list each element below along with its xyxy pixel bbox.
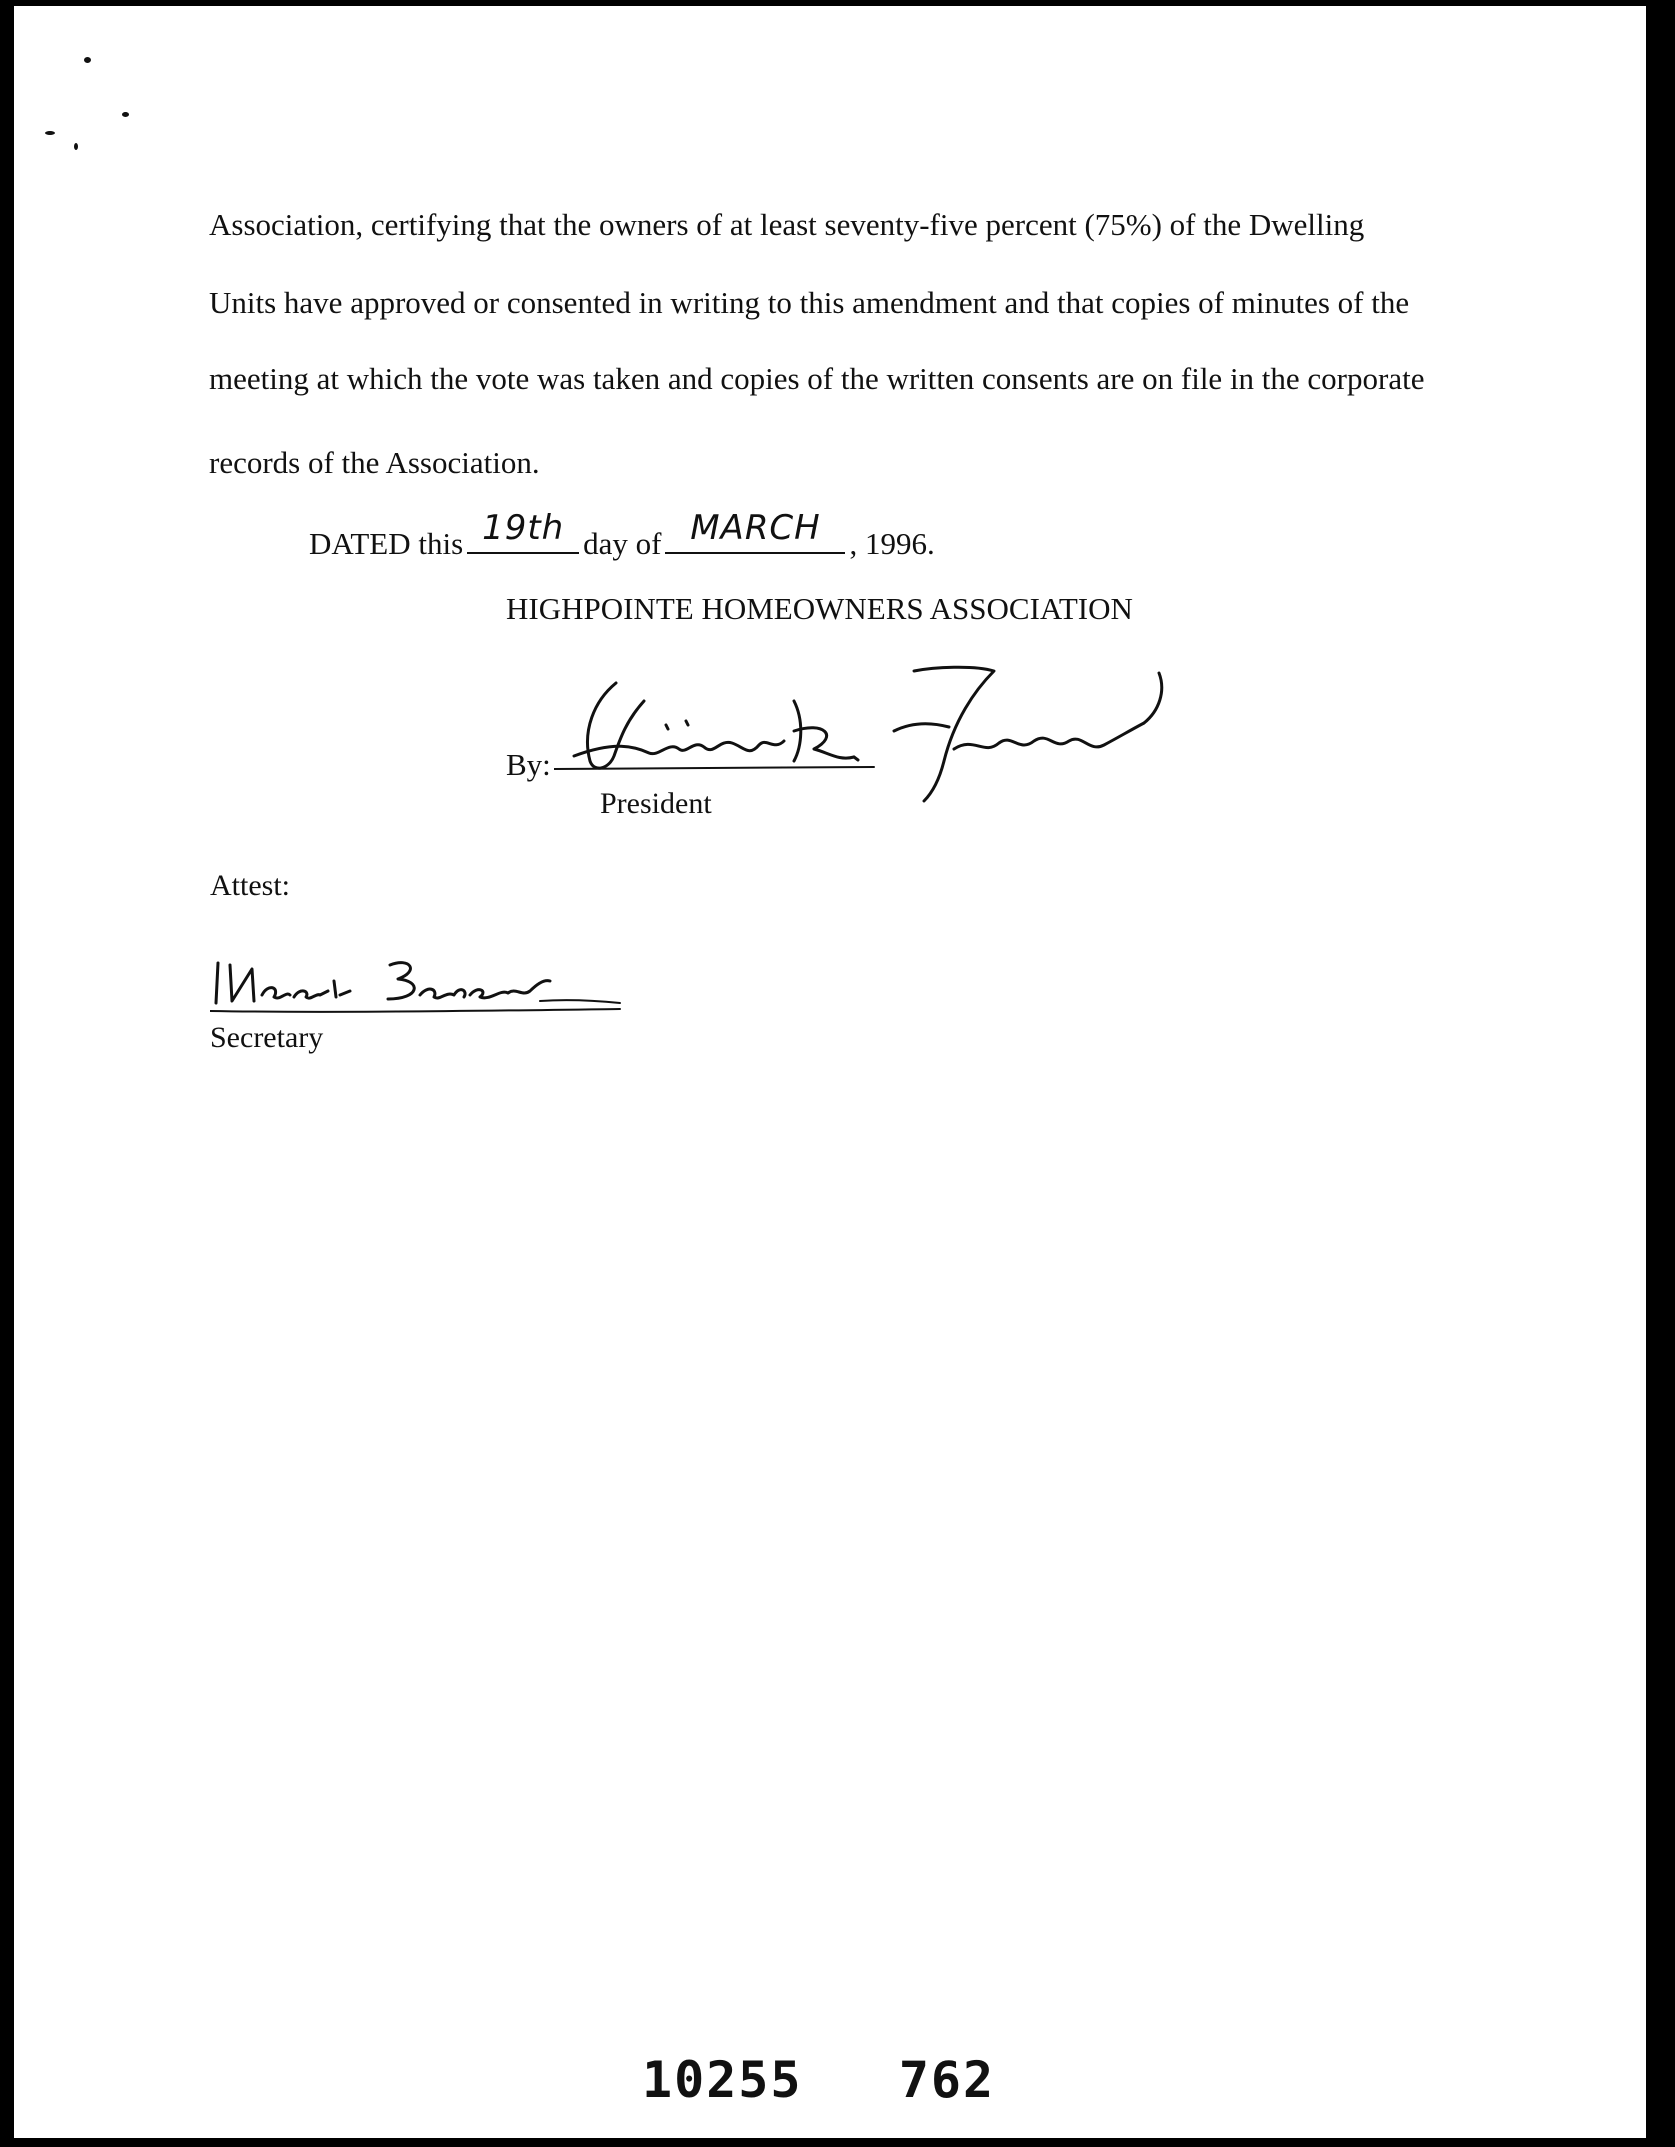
handwritten-day: 19th (482, 508, 565, 548)
document-page (14, 6, 1646, 2138)
by-label: By: (506, 747, 551, 782)
scan-speck (45, 131, 55, 135)
scan-speck (122, 112, 129, 117)
paragraph-line-1: Association, certifying that the owners of at least seventy-five percent (75%) of the Dwelling (209, 207, 1365, 242)
scan-speck (84, 57, 91, 63)
secretary-signature (210, 951, 630, 1021)
handwritten-month: MARCH (690, 508, 821, 548)
dated-suffix: , 1996. (849, 526, 935, 561)
paragraph-line-4: records of the Association. (209, 445, 540, 480)
paragraph-line-3: meeting at which the vote was taken and copies of the written consents are on file in the corporate (209, 361, 1425, 396)
dated-line (309, 508, 935, 562)
document-number: 10255 762 (642, 2051, 996, 2109)
day-blank (467, 508, 579, 554)
month-blank (665, 508, 845, 554)
dated-middle: day of (583, 526, 662, 561)
paragraph-line-2: Units have approved or consented in writing to this amendment and that copies of minutes of the (209, 285, 1410, 320)
attest-label: Attest: (210, 869, 290, 902)
dated-prefix: DATED this (309, 526, 464, 561)
scan-speck (74, 143, 78, 150)
secretary-label: Secretary (210, 1021, 324, 1054)
president-label: President (600, 787, 712, 820)
association-name: HIGHPOINTE HOMEOWNERS ASSOCIATION (506, 591, 1133, 626)
